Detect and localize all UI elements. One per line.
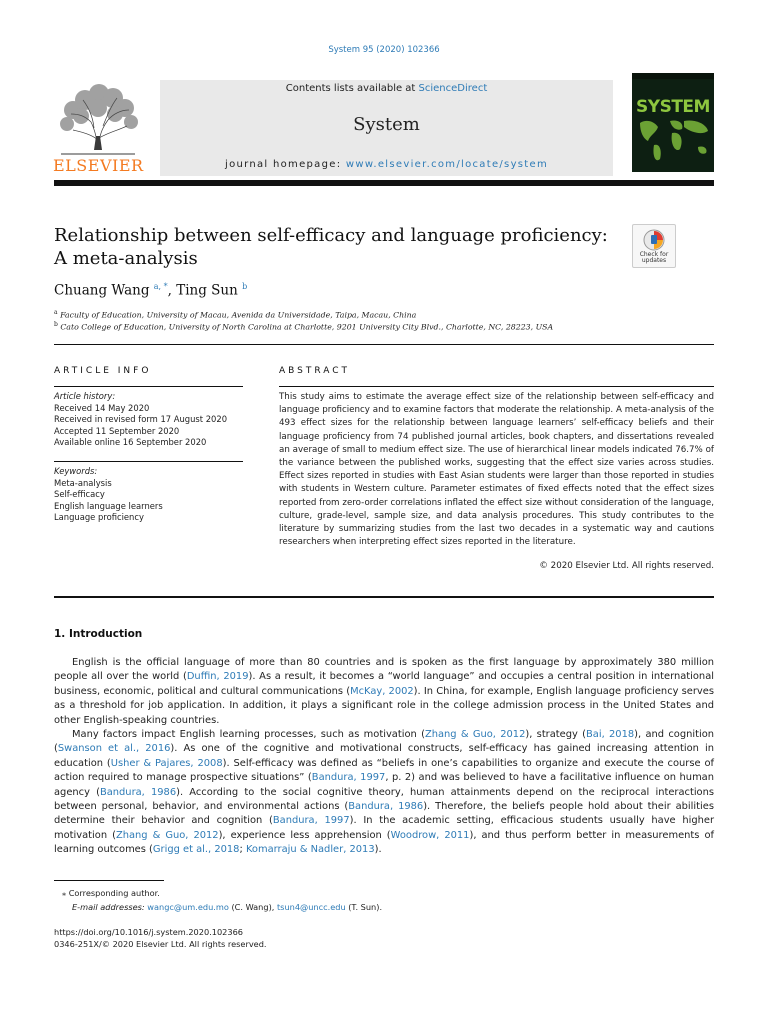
paragraph-text: ). Therefore, the beliefs people hold about their abilities determine their behavior and cognition (: [54, 801, 714, 827]
affiliation-marker: b: [54, 321, 58, 328]
affiliation-text: Cato College of Education, University of North Carolina at Charlotte, 9201 University City Blvd., Charlotte, NC, 28223, USA: [60, 322, 554, 332]
footnote-rule: [54, 880, 164, 881]
email-link[interactable]: wangc@um.edu.mo: [147, 902, 229, 912]
author-name: Chuang Wang: [54, 282, 150, 299]
email-label: E-mail addresses:: [72, 902, 148, 912]
author-affiliation-marker[interactable]: a, *: [153, 282, 168, 291]
introduction-body: [54, 656, 714, 858]
section-rule: [54, 596, 714, 598]
history-item: Available online 16 September 2020: [54, 437, 207, 448]
citation-link[interactable]: Duffin, 2019: [186, 671, 249, 683]
elsevier-logo: [53, 80, 143, 176]
publisher-name: ELSEVIER: [53, 156, 144, 175]
header-rule: [54, 180, 714, 186]
history-label: Article history:: [54, 391, 116, 401]
paragraph-text: , p. 2) and was believed to have a facilitative influence on human agency (: [54, 772, 714, 798]
paragraph-text: ). In the academic setting, efficacious students usually have higher motivation (: [54, 815, 715, 841]
history-item: Received in revised form 17 August 2020: [54, 414, 228, 425]
citation-link[interactable]: Bandura, 1986: [99, 786, 177, 798]
abstract-copyright: © 2020 Elsevier Ltd. All rights reserved.: [539, 561, 714, 571]
paragraph-text: ), and cognition (: [54, 729, 715, 755]
citation-link[interactable]: Swanson et al., 2016: [57, 743, 171, 755]
citation-link[interactable]: Grigg et al., 2018: [152, 844, 240, 856]
keyword: Self-efficacy: [54, 489, 105, 500]
citation-link[interactable]: Komarraju & Nadler, 2013: [245, 844, 375, 856]
homepage-link[interactable]: www.elsevier.com/locate/system: [345, 159, 549, 170]
paragraph-text: ;: [239, 844, 246, 856]
history-item: Accepted 11 September 2020: [54, 425, 180, 436]
paragraph-text: ), experience less apprehension (: [218, 829, 391, 841]
email-link[interactable]: tsun4@uncc.edu: [276, 902, 346, 912]
journal-cover-image[interactable]: [632, 73, 714, 172]
journal-title: System: [353, 114, 420, 135]
journal-banner: [160, 80, 613, 176]
world-map-icon: [632, 113, 714, 172]
check-updates-line-2: updates: [641, 257, 667, 264]
paragraph-text: ). According to the social cognitive theory, human attainments depend on the reciprocal interactions between personal, behavior, and environmental actions (: [54, 786, 715, 813]
paragraph-text: ), and thus perform better in measurements of learning outcomes (: [54, 829, 714, 856]
keyword: Meta-analysis: [54, 477, 112, 488]
citation-link[interactable]: Zhang & Guo, 2012: [424, 729, 526, 741]
keyword: Language proficiency: [54, 512, 144, 523]
cover-top-strip: [632, 73, 714, 79]
check-updates-line-1: Check for: [639, 251, 669, 258]
keywords: [54, 466, 243, 524]
author-list: [54, 282, 247, 299]
info-rule: [54, 386, 243, 387]
citation-link[interactable]: Zhang & Guo, 2012: [115, 829, 219, 841]
check-updates-label: [633, 252, 675, 264]
paragraph-text: ). In China, for example, English language proficiency serves as a threshold for job application. In addition, it plays a significant role in the college admission process in the United States and other English-speaking countries.: [54, 685, 714, 726]
email-addresses: [72, 902, 382, 912]
abstract-heading: ABSTRACT: [279, 366, 351, 376]
abstract-text: This study aims to estimate the average effect size of the relationship between self-efficacy and language proficiency and to examine factors that moderate the relationship. A meta-analysis of the 493 effect sizes for the relationship between language learners’ self-efficacy beliefs and their language proficiency from 74 published journal articles, book chapters, and dissertations revealed an average of small to medium effect size. The use of hierarchical linear models indicated 76.7% of the variance between the published works, suggesting that the effect size varies across studies. Effect sizes reported in studies with East Asian students were larger than those reported in studies with students in Western culture. Parameter estimates of fixed effects noted that the effect sizes reported from zero-order correlations inflated the effect size without consideration of the language, culture, grade-level, sample size, and data analysis procedures. This study contributes to the literature by summarizing studies from the last two decades in a systematic way and cautions researchers when interpreting effect sizes reported in the literature.: [279, 392, 714, 548]
doi-link[interactable]: https://doi.org/10.1016/j.system.2020.102366: [54, 927, 244, 937]
author-affiliation-marker[interactable]: b: [242, 282, 248, 291]
citation-link[interactable]: Woodrow, 2011: [390, 829, 470, 841]
paragraph: [54, 656, 714, 728]
email-owner: (C. Wang),: [228, 902, 277, 912]
article-info-heading: ARTICLE INFO: [54, 366, 152, 376]
section-rule: [54, 344, 714, 345]
affiliation-a: [54, 309, 416, 320]
contents-prefix: Contents lists available at: [285, 83, 419, 94]
paragraph-text: ). As one of the cognitive and motivational constructs, self-efficacy has gained increasing attention in education (: [54, 743, 714, 769]
paragraph-text: ). As a result, it becomes a “world language” and occupies a central position in international business, economic, political and cultural communications (: [54, 671, 714, 697]
section-heading-introduction: 1. Introduction: [54, 628, 143, 640]
sciencedirect-link[interactable]: ScienceDirect: [418, 83, 488, 94]
corresponding-author-note: ⁎ Corresponding author.: [62, 888, 160, 898]
affiliation-b: [54, 321, 553, 332]
journal-homepage: [160, 159, 613, 170]
keywords-label: Keywords:: [54, 466, 98, 476]
paragraph-text: Many factors impact English learning processes, such as motivation (: [72, 729, 425, 741]
homepage-prefix: journal homepage:: [224, 159, 346, 170]
abstract-rule: [279, 386, 714, 387]
check-for-updates-button[interactable]: [632, 224, 676, 268]
info-rule: [54, 461, 243, 462]
history-item: Received 14 May 2020: [54, 402, 150, 413]
article-title-line-1: Relationship between self-efficacy and language proficiency:: [54, 225, 608, 246]
paragraph: [54, 728, 714, 858]
affiliation-marker: a: [54, 309, 58, 316]
email-owner: (T. Sun).: [345, 902, 383, 912]
article-title: [54, 224, 624, 270]
paragraph-text: ).: [374, 844, 382, 856]
cover-title: SYSTEM: [636, 97, 710, 117]
citation-link[interactable]: Bandura, 1997: [272, 815, 350, 827]
citation-link[interactable]: Bai, 2018: [586, 729, 635, 741]
keyword: English language learners: [54, 500, 163, 511]
article-title-line-2: A meta-analysis: [54, 248, 198, 269]
citation-link[interactable]: Bandura, 1986: [348, 801, 424, 813]
check-updates-icon: [642, 228, 666, 252]
paragraph-text: ), strategy (: [525, 729, 587, 741]
citation-link[interactable]: McKay, 2002: [350, 685, 414, 697]
affiliation-text: Faculty of Education, University of Macau, Avenida da Universidade, Taipa, Macau, China: [60, 310, 417, 320]
author-separator: ,: [167, 282, 177, 299]
paragraph-text: ). Self-efficacy was defined as “beliefs in one’s capabilities to organize and execute the course of action required to manage prospective situations” (: [54, 757, 714, 784]
journal-citation[interactable]: System 95 (2020) 102366: [328, 45, 440, 55]
contents-line: [160, 83, 613, 94]
citation-link[interactable]: Bandura, 1997: [311, 772, 386, 784]
author-name: Ting Sun: [176, 282, 238, 299]
article-history: [54, 391, 243, 449]
paragraph-text: English is the official language of more than 80 countries and is spoken as the first language by approximately 380 million people all over the world (: [54, 657, 714, 683]
citation-link[interactable]: Usher & Pajares, 2008: [110, 757, 223, 769]
issn-copyright: 0346-251X/© 2020 Elsevier Ltd. All rights reserved.: [54, 939, 267, 949]
